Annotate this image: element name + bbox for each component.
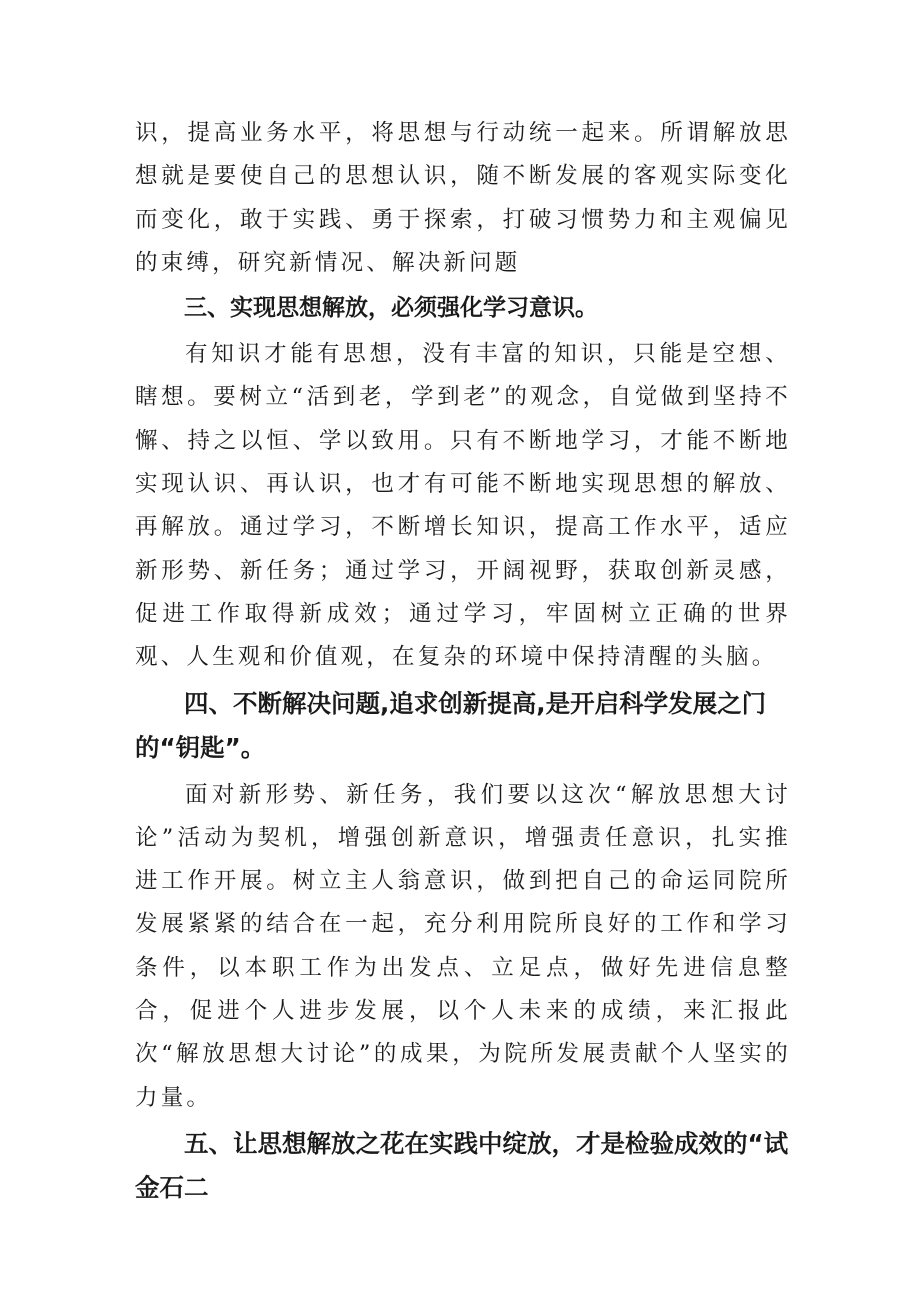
section-heading-4: 四、不断解决问题,追求创新提高,是开启科学发展之门的“钥匙”。 xyxy=(135,688,767,762)
paragraph-continuation: 识，提高业务水平，将思想与行动统一起来。所谓解放思想就是要使自己的思想认识，随不断发展的客观实际变化而变化，敢于实践、勇于探索，打破习惯势力和主观偏见的束缚，研究新情况、解决新问题 xyxy=(135,120,791,276)
section-heading-5: 五、让思想解放之花在实践中绽放，才是检验成效的“试金石二 xyxy=(135,1128,789,1202)
paragraph-innovation: 面对新形势、新任务，我们要以这次“解放思想大讨论”活动为契机，增强创新意识，增强责任意识，扎实推进工作开展。树立主人翁意识，做到把自己的命运同院所发展紧紧的结合在一起，充分利用院所良好的工作和学习条件，以本职工作为出发点、立足点，做好先进信息整合，促进个人进步发展，以个人未来的成绩，来汇报此次“解放思想大讨论”的成果，为院所发展责献个人坚实的力量。 xyxy=(135,781,791,1111)
section-heading-3: 三、实现思想解放，必须强化学习意识。 xyxy=(184,295,598,322)
document-body xyxy=(135,112,791,1210)
paragraph-learning: 有知识才能有思想，没有丰富的知识，只能是空想、瞎想。要树立“活到老，学到老”的观念，自觉做到坚持不懈、持之以恒、学以致用。只有不断地学习，才能不断地实现认识、再认识，也才有可能不断地实现思想的解放、再解放。通过学习，不断增长知识，提高工作水平，适应新形势、新任务；通过学习，开阔视野，获取创新灵感，促进工作取得新成效；通过学习，牢固树立正确的世界观、人生观和价值观，在复杂的环境中保持清醒的头脑。 xyxy=(135,341,791,671)
